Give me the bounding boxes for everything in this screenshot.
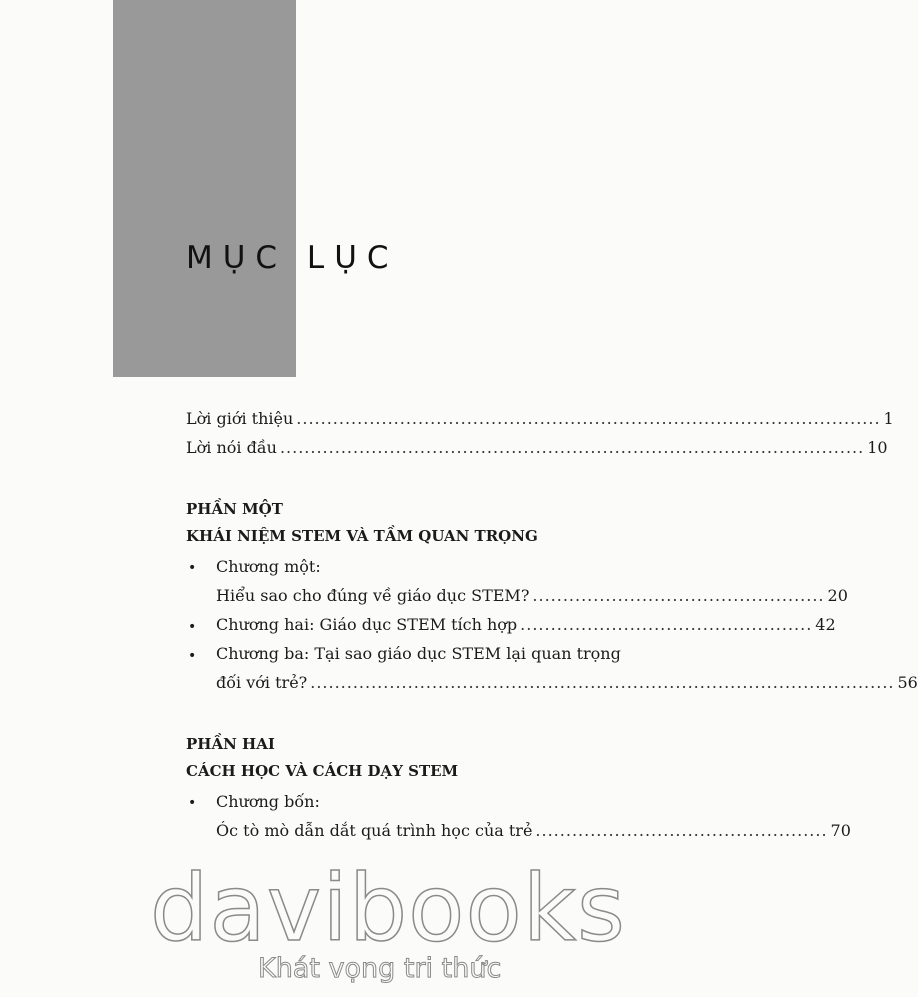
toc-entry-chapter-three <box>216 673 918 692</box>
watermark-tagline: Khát vọng tri thức <box>258 953 502 984</box>
toc-page-number: 70 <box>830 821 851 840</box>
toc-entry-text: Lời nói đầu <box>186 438 277 457</box>
toc-page-number: 20 <box>827 586 848 605</box>
part-two-label: PHẦN HAI <box>186 735 275 753</box>
part-one-title: KHÁI NIỆM STEM VÀ TẦM QUAN TRỌNG <box>186 527 538 545</box>
toc-page-number: 1 <box>883 409 894 428</box>
toc-entry-loi-gioi-thieu <box>186 409 894 428</box>
chapter-three-heading: Chương ba: Tại sao giáo dục STEM lại quan trọng <box>216 644 621 663</box>
toc-entry-text: Lời giới thiệu <box>186 409 294 428</box>
toc-leader: ................................................ <box>520 615 813 634</box>
toc-leader: ................................................................................................ <box>296 409 881 428</box>
part-one-label: PHẦN MỘT <box>186 500 283 518</box>
chapter-one-heading: Chương một: <box>216 557 321 576</box>
page-title: MỤC LỤC <box>186 240 399 276</box>
toc-leader: ................................................ <box>532 586 825 605</box>
bullet-ch3: • <box>188 648 197 664</box>
toc-leader: ................................................ <box>535 821 828 840</box>
toc-entry-chapter-one <box>216 586 848 605</box>
toc-entry-text: Chương hai: Giáo dục STEM tích hợp <box>216 615 518 634</box>
toc-page-number: 10 <box>867 438 888 457</box>
part-two-title: CÁCH HỌC VÀ CÁCH DẠY STEM <box>186 762 459 780</box>
toc-entry-chapter-four <box>216 821 851 840</box>
toc-page-number: 42 <box>815 615 836 634</box>
toc-entry-chapter-two <box>216 615 836 634</box>
title-gray-block <box>113 0 296 377</box>
bullet-ch2: • <box>188 619 197 635</box>
toc-entry-text: Óc tò mò dẫn dắt quá trình học của trẻ <box>216 821 533 840</box>
toc-entry-loi-noi-dau <box>186 438 888 457</box>
bullet-ch1: • <box>188 560 197 576</box>
toc-entry-text: Hiểu sao cho đúng về giáo dục STEM? <box>216 586 530 605</box>
toc-page-number: 56 <box>897 673 918 692</box>
toc-leader: ................................................................................................ <box>310 673 895 692</box>
bullet-ch4: • <box>188 795 197 811</box>
toc-leader: ................................................................................................ <box>279 438 865 457</box>
chapter-four-heading: Chương bốn: <box>216 792 320 811</box>
watermark-brand: davibooks <box>150 855 626 962</box>
toc-entry-text: đối với trẻ? <box>216 673 308 692</box>
